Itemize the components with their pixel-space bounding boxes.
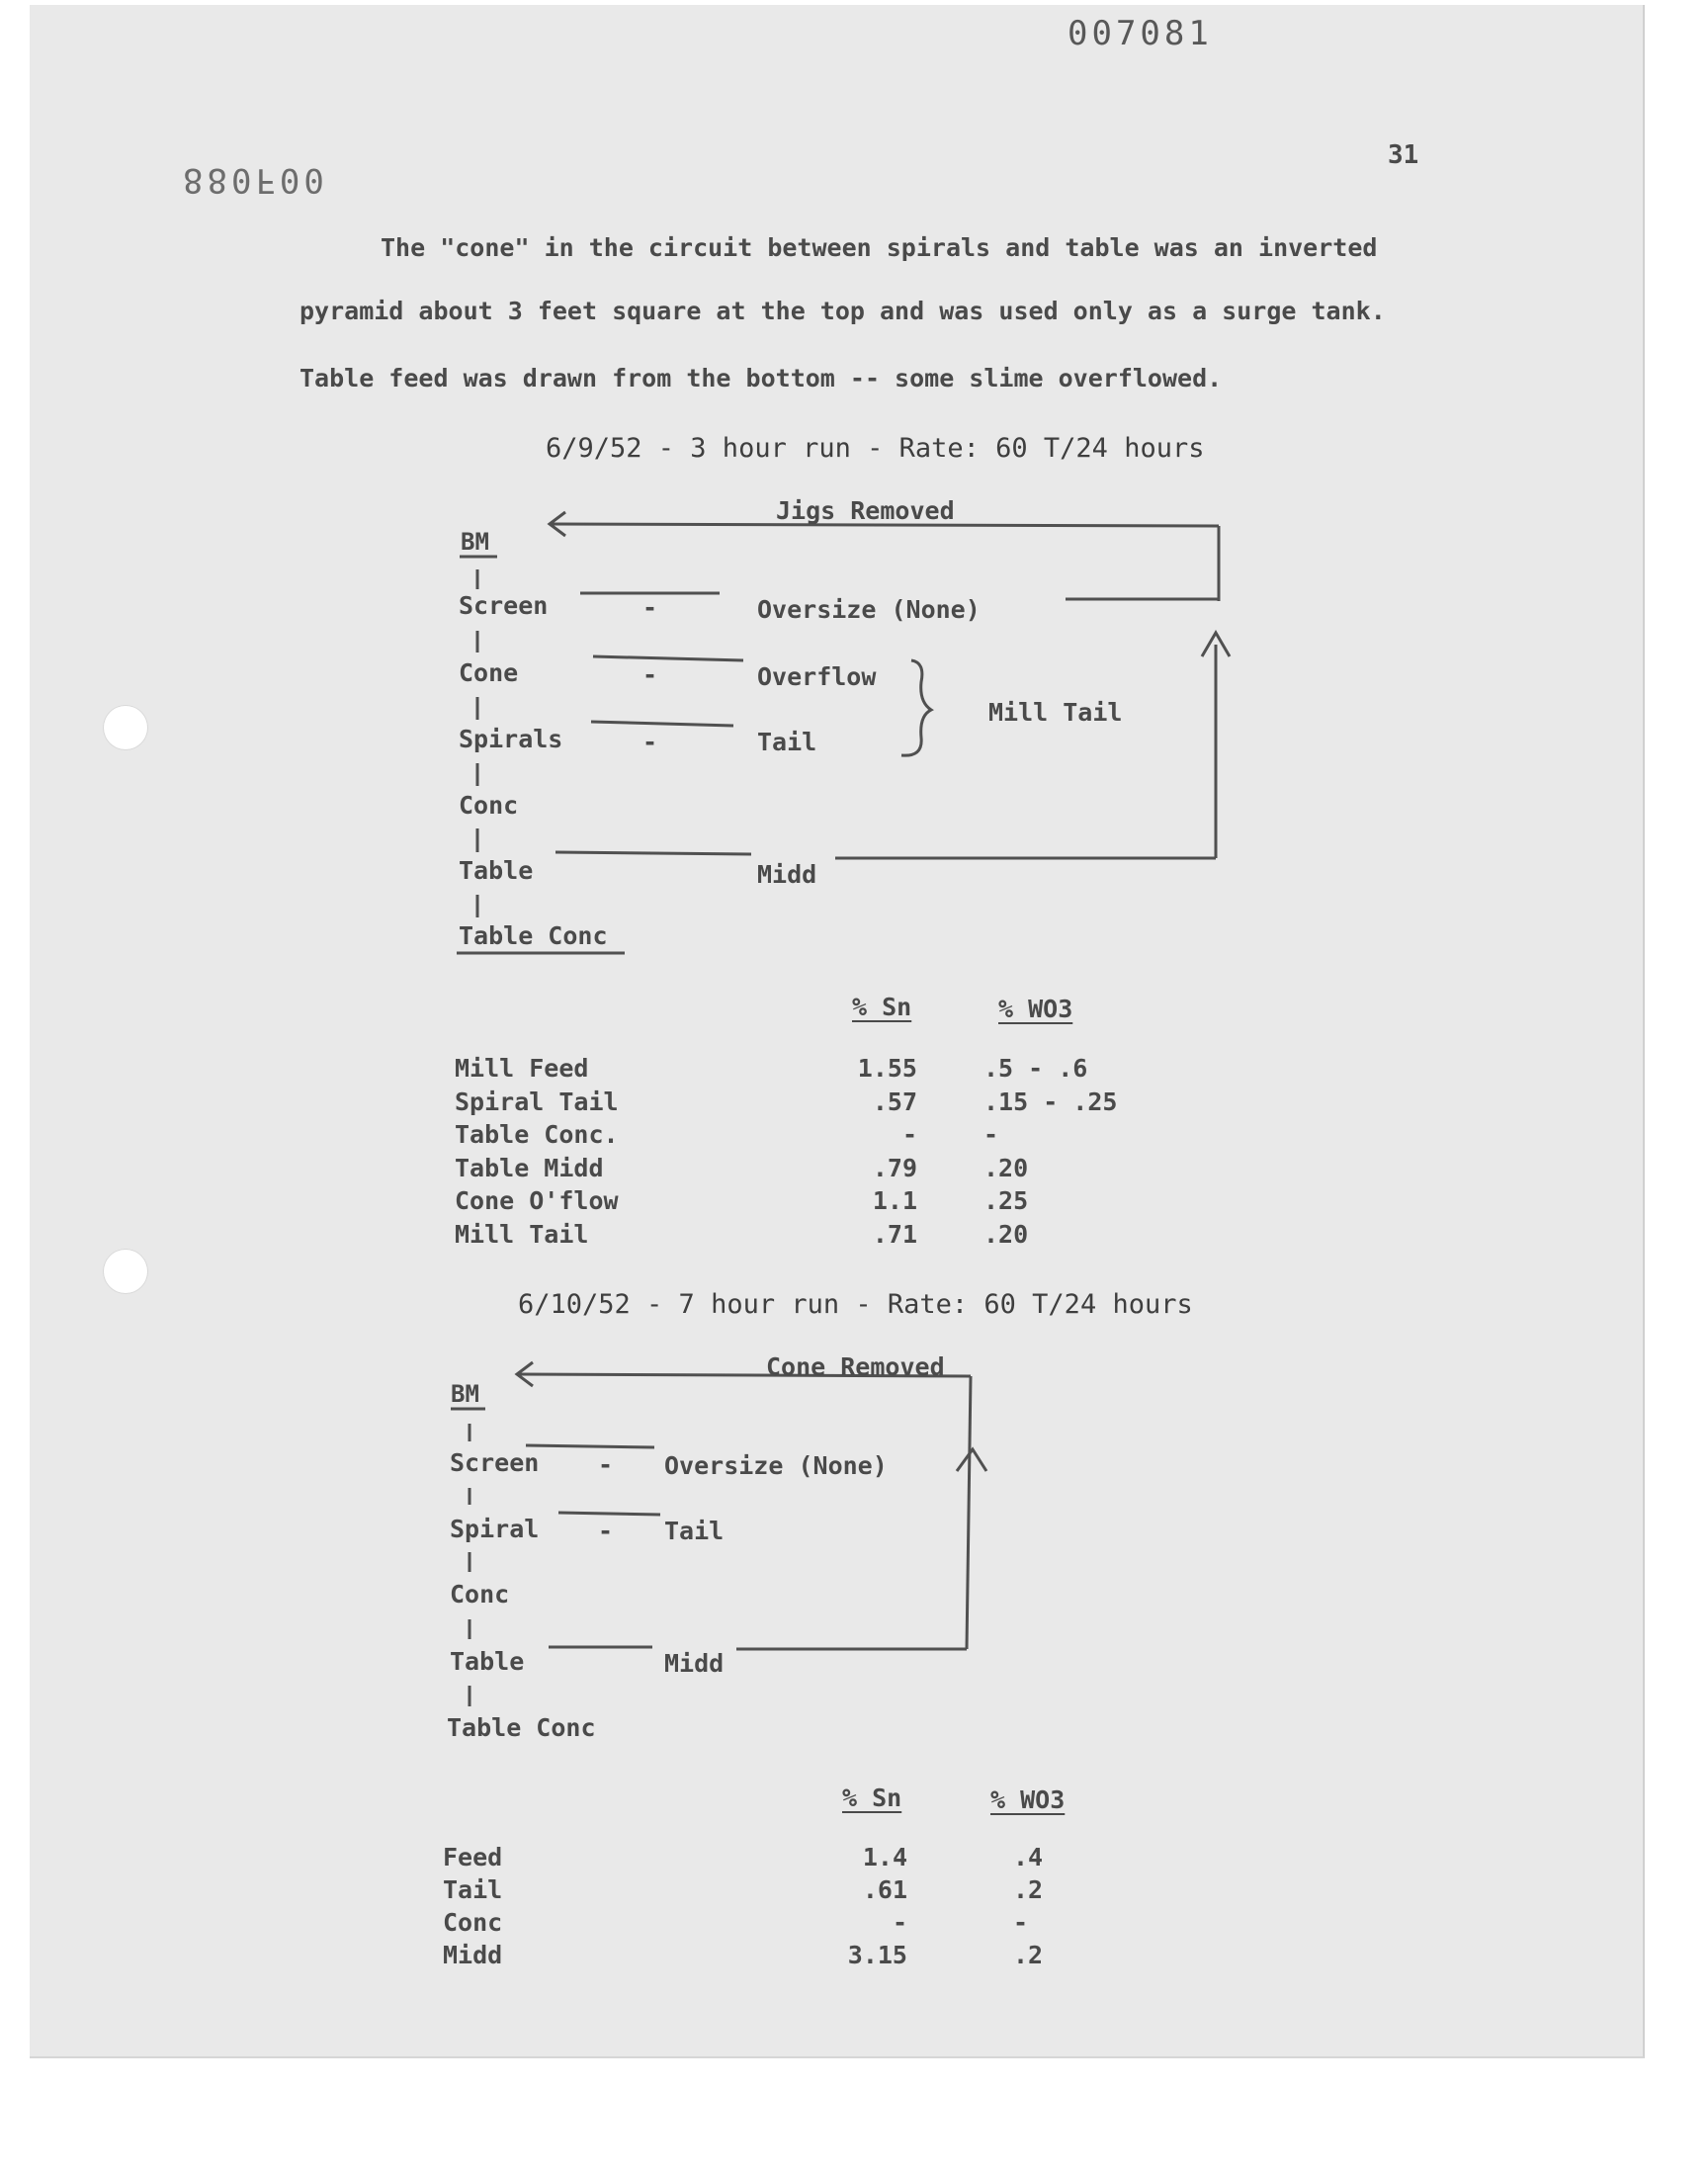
run1-cone-dash: - <box>642 660 658 689</box>
run1-header-sn: % Sn <box>852 993 912 1021</box>
table-cell-wo3: .4 <box>1013 1843 1044 1871</box>
run1-node-tail: Tail <box>757 728 817 756</box>
run1-node-cone: Cone <box>459 658 519 687</box>
run2-node-conc: Conc <box>450 1580 510 1609</box>
run2-node-tail: Tail <box>664 1517 725 1545</box>
run1-node-midd: Midd <box>757 860 817 889</box>
run2-heading: 6/10/52 - 7 hour run - Rate: 60 T/24 hours <box>518 1289 1193 1320</box>
run2-node-oversize: Oversize (None) <box>664 1451 888 1480</box>
run1-node-table: Table <box>459 856 534 885</box>
table-cell-sn: 3.15 <box>847 1941 907 1969</box>
run1-heading: 6/9/52 - 3 hour run - Rate: 60 T/24 hours <box>546 433 1205 464</box>
run2-node-bm: BM <box>451 1380 479 1408</box>
run1-node-table-conc: Table Conc <box>459 921 608 950</box>
run2-node-spiral: Spiral <box>450 1515 540 1543</box>
table-row-label: Spiral Tail <box>455 1087 619 1116</box>
paragraph-line-2: pyramid about 3 feet square at the top and was used only as a surge tank. <box>299 297 1386 325</box>
paragraph-line-1: The "cone" in the circuit between spirals and table was an inverted <box>381 233 1378 262</box>
run1-node-bm: BM <box>461 528 489 556</box>
table-row-label: Cone O'flow <box>455 1186 619 1215</box>
table-cell-sn: 1.1 <box>872 1186 917 1215</box>
table-cell-wo3: .2 <box>1013 1941 1044 1969</box>
table-cell-wo3: .2 <box>1013 1875 1044 1904</box>
run2-header-wo3: % WO3 <box>990 1785 1066 1814</box>
run1-node-overflow: Overflow <box>757 662 877 691</box>
run1-node-spirals: Spirals <box>459 725 563 753</box>
run1-header-wo3: % WO3 <box>998 995 1073 1023</box>
table-cell-wo3: .5 - .6 <box>983 1054 1088 1083</box>
table-cell-sn: - <box>901 1120 917 1149</box>
run1-screen-dash: - <box>642 593 658 622</box>
table-cell-sn: .71 <box>872 1219 917 1249</box>
table-cell-sn: .79 <box>872 1153 917 1182</box>
run1-node-oversize: Oversize (None) <box>757 595 981 624</box>
table-cell-wo3: - <box>983 1120 999 1149</box>
rotated-number-stamp: 880F00 <box>183 160 328 200</box>
run2-node-table-conc: Table Conc <box>447 1713 596 1742</box>
table-row-label: Table Conc. <box>455 1120 619 1149</box>
table-row-label: Conc <box>443 1908 503 1937</box>
table-cell-sn: 1.4 <box>862 1843 907 1871</box>
table-cell-sn: - <box>892 1908 907 1937</box>
table-cell-wo3: .25 <box>983 1186 1029 1215</box>
page-number: 31 <box>1388 140 1419 170</box>
run1-loop-label: Jigs Removed <box>776 496 955 525</box>
table-row-label: Mill Tail <box>455 1219 589 1249</box>
paragraph-line-3: Table feed was drawn from the bottom -- some slime overflowed. <box>299 364 1223 392</box>
run1-node-screen: Screen <box>459 591 549 620</box>
run1-node-mill-tail: Mill Tail <box>988 698 1123 727</box>
run2-screen-dash: - <box>598 1450 614 1479</box>
run2-loop-label: Cone Removed <box>766 1352 945 1381</box>
table-cell-wo3: - <box>1013 1908 1029 1937</box>
table-cell-wo3: .15 - .25 <box>983 1087 1118 1116</box>
table-row-label: Feed <box>443 1843 503 1871</box>
table-row-label: Table Midd <box>455 1153 604 1182</box>
run2-header-sn: % Sn <box>842 1784 902 1812</box>
run2-spiral-dash: - <box>598 1517 614 1545</box>
table-row-label: Midd <box>443 1941 503 1969</box>
table-row-label: Tail <box>443 1875 503 1904</box>
table-row-label: Mill Feed <box>455 1054 589 1083</box>
document-number-stamp: 007081 <box>1068 14 1213 53</box>
table-cell-sn: .61 <box>862 1875 907 1904</box>
run1-node-conc: Conc <box>459 791 519 820</box>
run2-node-screen: Screen <box>450 1448 540 1477</box>
run1-spirals-dash: - <box>642 728 658 756</box>
table-cell-sn: 1.55 <box>857 1054 917 1083</box>
run2-node-midd: Midd <box>664 1649 725 1678</box>
run2-node-table: Table <box>450 1647 525 1676</box>
table-cell-sn: .57 <box>872 1087 917 1116</box>
table-cell-wo3: .20 <box>983 1219 1029 1249</box>
table-cell-wo3: .20 <box>983 1153 1029 1182</box>
